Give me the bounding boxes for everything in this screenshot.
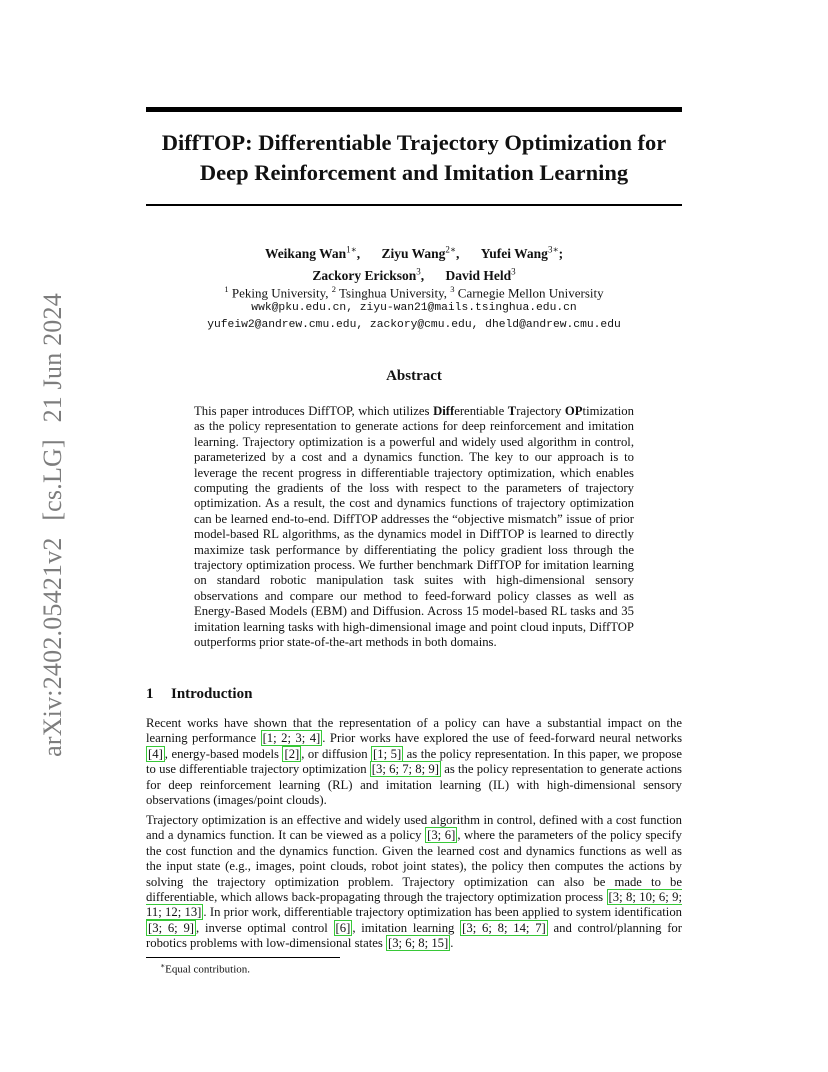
section-number: 1 (146, 686, 154, 702)
affiliation-tsinghua: Tsinghua University, (339, 285, 448, 301)
abstract-heading: Abstract (386, 368, 442, 384)
citation-link[interactable]: [1; 5] (373, 746, 402, 761)
citation-link[interactable]: [1; 2; 3; 4] (262, 731, 321, 746)
email-line-2[interactable]: yufeiw2@andrew.cmu.edu, zackory@cmu.edu, dheld@andrew.cmu.edu (207, 319, 621, 331)
title-line-2: Deep Reinforcement and Imitation Learning (199, 160, 629, 185)
author: David Held$^3$ (445, 266, 516, 283)
paper-title (146, 128, 682, 188)
title-line-1: DiffTOP: Differentiable Trajectory Optimization for (161, 130, 667, 155)
author-emails (146, 300, 682, 334)
arxiv-id[interactable]: arXiv:2402.05421v2 (38, 537, 67, 757)
citation-link[interactable]: [3; 6; 9] (148, 920, 195, 935)
author: Weikang Wan$^{1∗}$, (264, 244, 361, 261)
affiliation-cmu: Carnegie Mellon University (457, 285, 604, 301)
section-title: Introduction (171, 686, 253, 702)
citation-link[interactable]: [2] (284, 746, 300, 761)
title-bottom-rule (146, 204, 682, 206)
arxiv-category: [cs.LG] (38, 439, 67, 521)
abstract-body: This paper introduces DiffTOP, which utilizes Differentiable Trajectory OPtimization as the policy representation to generate actions for deep reinforcement and imitation learning. Trajectory optimization is a powerful and widely used algorithm in control, parameterized by a cost and a dynamics function. The key to our approach is to leverage the recent progress in differentiable trajectory optimization, which enables computing the gradients of the loss with respect to the parameters of trajectory optimization. As a result, the cost and dynamics functions of trajectory optimization can be learned end-to-end. DiffTOP addresses the “objective mismatch” issue of prior model-based RL algorithms, as the dynamics model in DiffTOP is learned to directly maximize task performance by differentiating the policy gradient loss through the trajectory optimization process. We further benchmark DiffTOP for imitation learning on standard robotic manipulation task suites with high-dimensional sensory observations and compare our method to feed-forward policy classes as well as Energy-Based Models (EBM) and Diffusion. Across 15 model-based RL tasks and 35 imitation learning tasks with high-dimensional image and point cloud inputs, DiffTOP outperforms prior state-of-the-art methods in both domains. (194, 404, 634, 650)
author: Zackory Erickson$^3$, (312, 266, 425, 283)
author-list (146, 240, 682, 285)
footnote: ∗Equal contribution. (160, 961, 251, 976)
author-line-1 (146, 240, 682, 263)
citation-link[interactable]: [3; 6; 8; 15] (387, 936, 449, 951)
citation-link[interactable]: [3; 8; 10; 6; 9; 11; 12; 13] (146, 890, 682, 920)
section-heading-introduction (146, 686, 252, 703)
title-top-rule (146, 107, 682, 112)
citation-link[interactable]: [3; 6; 8; 14; 7] (462, 920, 546, 935)
arxiv-sidebar-stamp (38, 288, 68, 762)
affiliation-peking: Peking University, (231, 285, 329, 301)
citation-link[interactable]: [3; 6] (427, 828, 456, 843)
email-line-1[interactable]: wwk@pku.edu.cn, ziyu-wan21@mails.tsinghua.edu.cn (251, 302, 577, 314)
affiliations: $^1$ Peking University, $^2$ Tsinghua University, $^3$ Carnegie Mellon University (224, 284, 604, 301)
citation-link[interactable]: [6] (335, 920, 351, 935)
arxiv-date: 21 Jun 2024 (38, 293, 67, 423)
citation-link[interactable]: [3; 6; 7; 8; 9] (371, 762, 439, 777)
intro-paragraph-2: Trajectory optimization is an effective and widely used algorithm in control, defined with a cost function and a dynamics function. It can be viewed as a policy [3; 6] , where the parameters of the policy specify the cost function and the dynamics function. Given the learned cost and dynamics functions as well as the input state (e.g., images, point clouds, robot joint states), the policy then computes the actions by solving the trajectory optimization problem. Trajectory optimization can also be made to be differentiable, which allows back-propagating through the trajectory optimization process [3; 8; 10; 6; 9; 11; 12; 13] . In prior work, differentiable trajectory optimization has been applied to system identification [3; 6; 9] , inverse optimal control [6] , imitation learning [3; 6; 8; 14; 7] and control/planning for robotics problems with low-dimensional states [3; 6; 8; 15] . (146, 813, 683, 951)
footnote-rule (146, 957, 340, 958)
citation-link[interactable]: [4] (148, 746, 163, 761)
intro-paragraph-1: Recent works have shown that the representation of a policy can have a substantial impact on the learning performance [1; 2; 3; 4] . Prior works have explored the use of feed-forward neural networks [4] , energy-based models [2] , or diffusion [1; 5] as the policy representation. In this paper, we propose to use differentiable trajectory optimization [3; 6; 7; 8; 9] as the policy representation to generate actions for deep reinforcement learning (RL) and imitation learning (IL) with high-dimensional sensory observations (images/point clouds). (146, 716, 683, 808)
author: Ziyu Wang$^{2∗}$, (381, 244, 460, 261)
author: Yufei Wang$^{3∗}$; (480, 244, 564, 261)
